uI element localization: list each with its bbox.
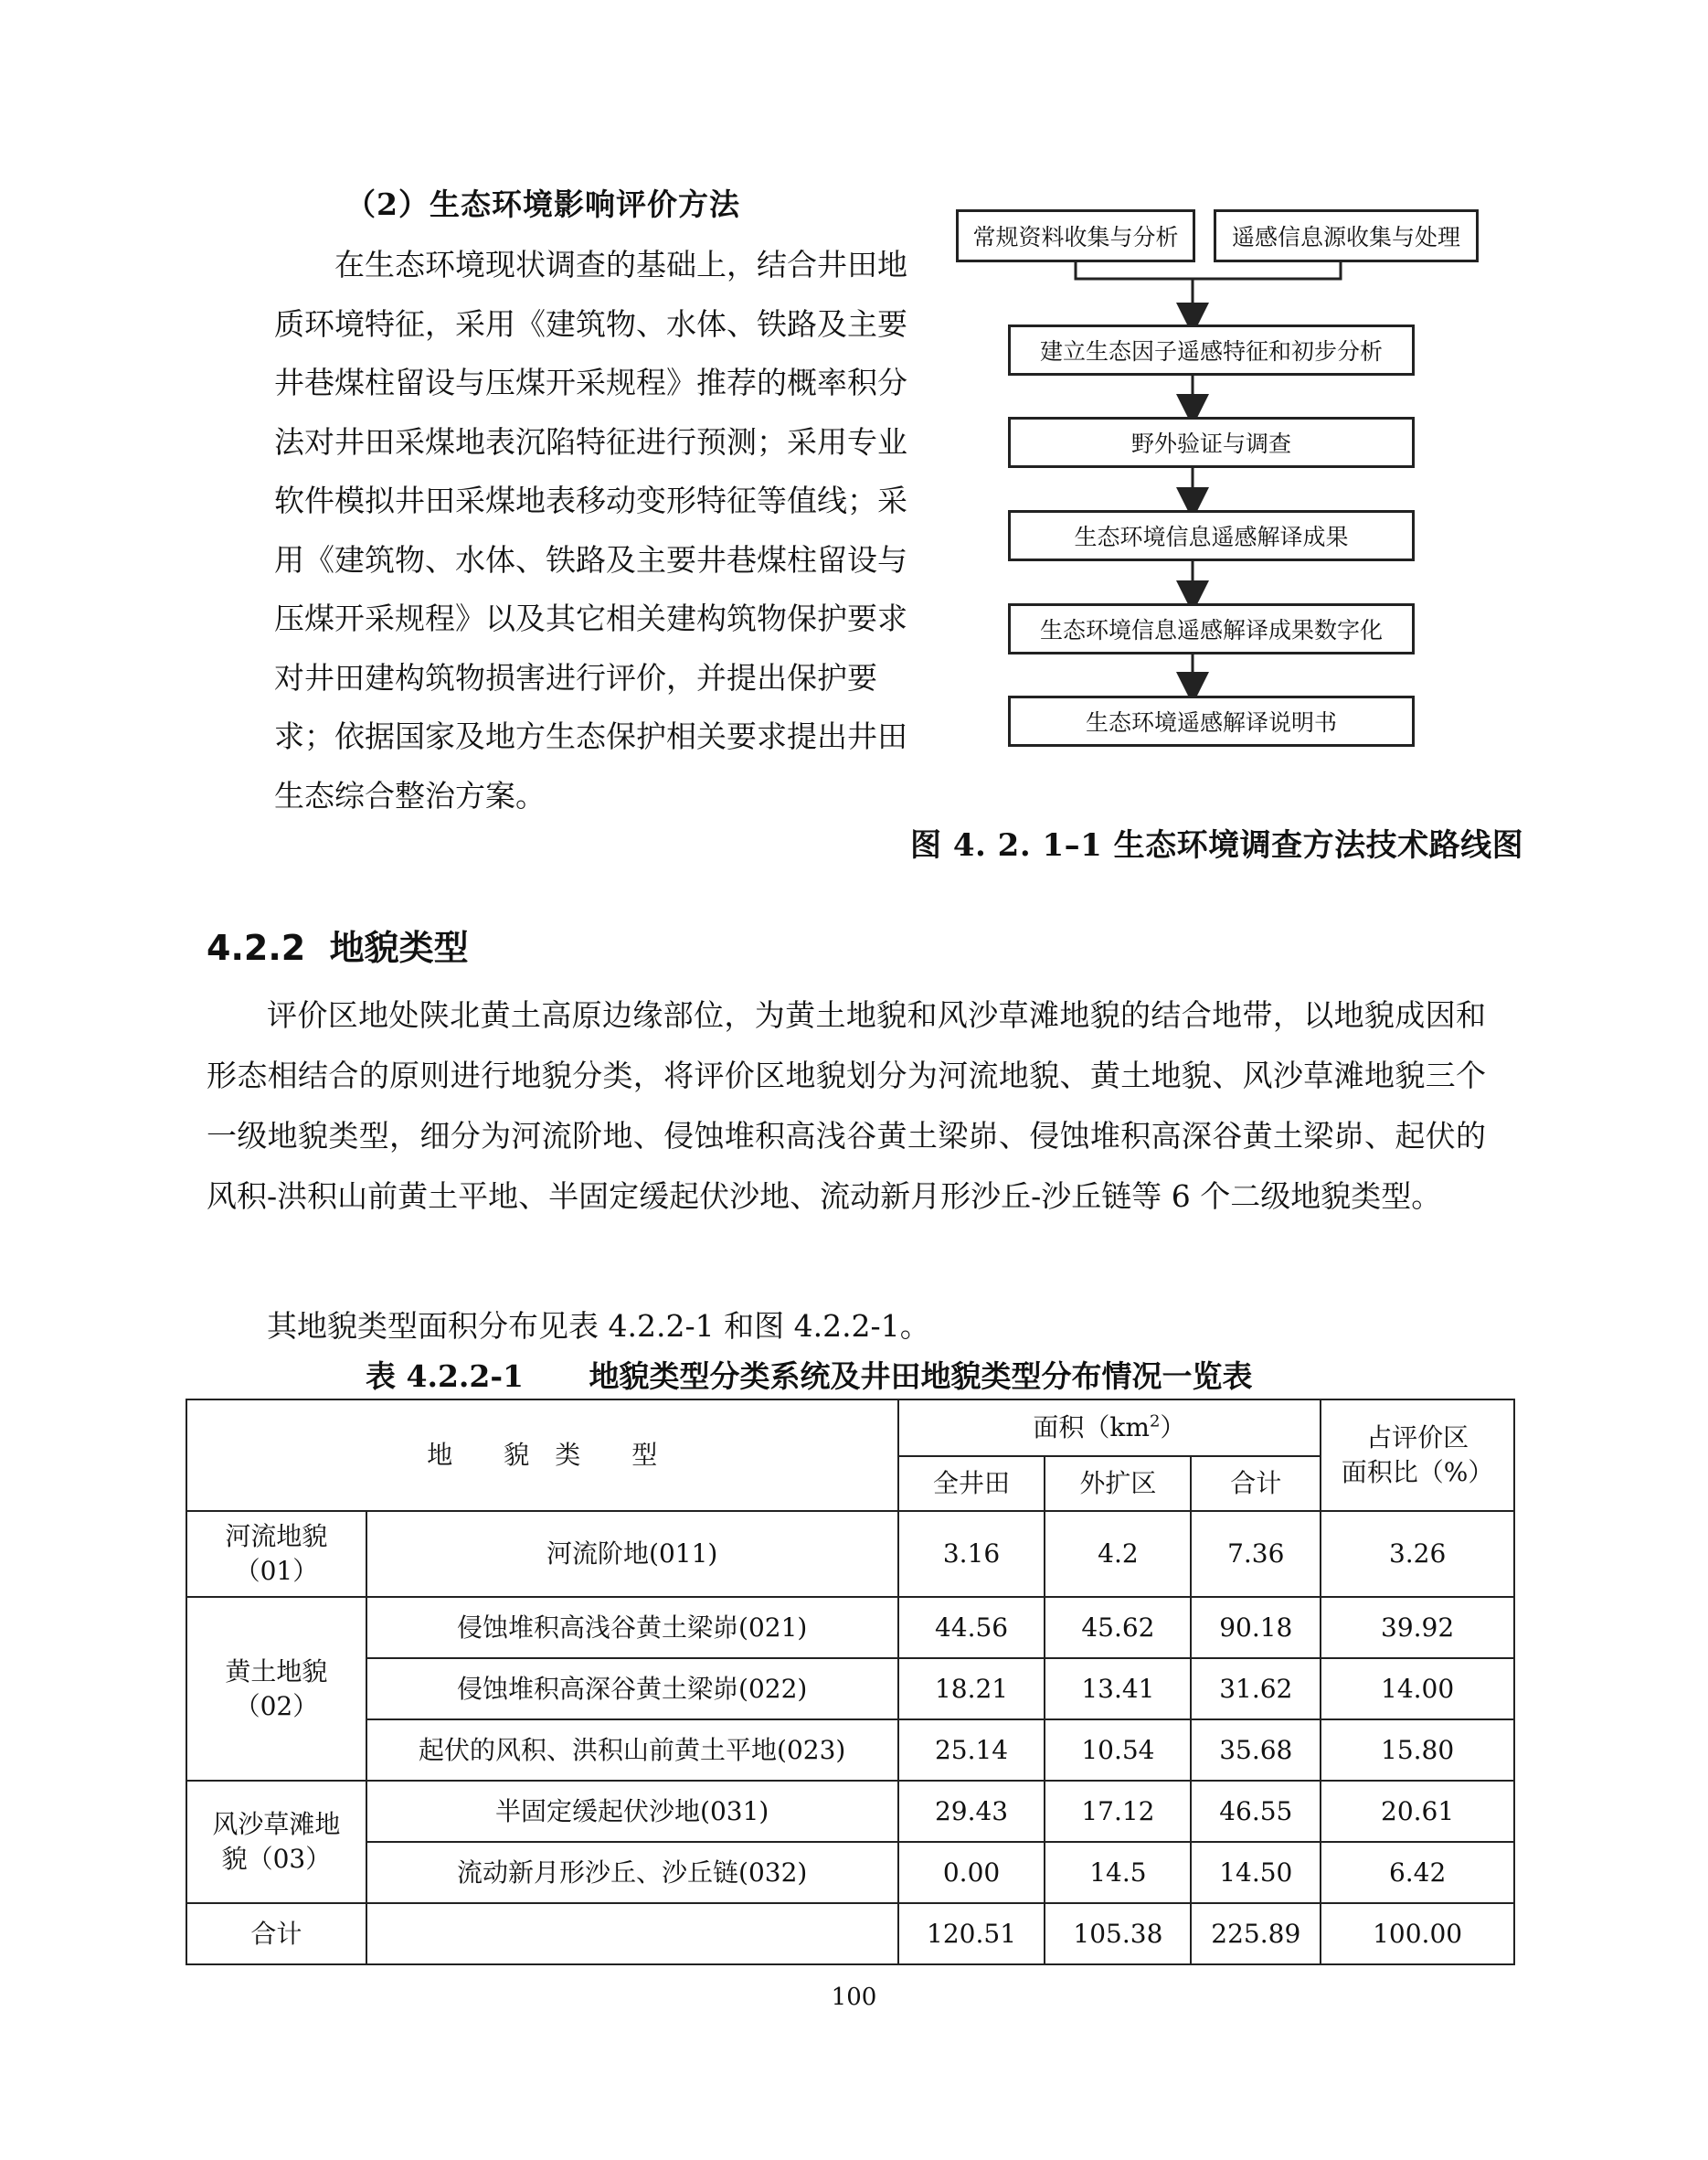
total-total: 225.89 xyxy=(1191,1903,1321,1964)
cell-mine: 3.16 xyxy=(898,1511,1045,1597)
cell-total: 31.62 xyxy=(1191,1658,1321,1719)
flow-box-step-4: 生态环境信息遥感解译成果数字化 xyxy=(1008,603,1415,654)
cell-ratio: 15.80 xyxy=(1321,1719,1514,1781)
landform-reference xyxy=(207,1296,1486,1357)
subheader-extension: 外扩区 xyxy=(1045,1456,1191,1511)
cell-extension: 4.2 xyxy=(1045,1511,1191,1597)
cell-ratio: 6.42 xyxy=(1321,1842,1514,1903)
section-heading xyxy=(207,920,469,970)
cell-total: 7.36 xyxy=(1191,1511,1321,1597)
total-type xyxy=(366,1903,898,1964)
table-total-row xyxy=(186,1903,1514,1964)
total-label: 合计 xyxy=(186,1903,366,1964)
cell-mine: 25.14 xyxy=(898,1719,1045,1781)
cell-type: 侵蚀堆积高浅谷黄土梁峁(021) xyxy=(366,1597,898,1658)
section-title: 地貌类型 xyxy=(329,928,469,968)
flow-box-step-2: 野外验证与调查 xyxy=(1008,417,1415,468)
cell-total: 46.55 xyxy=(1191,1781,1321,1842)
flow-box-step-3: 生态环境信息遥感解译成果 xyxy=(1008,510,1415,561)
flow-box-step-5: 生态环境遥感解译说明书 xyxy=(1008,696,1415,747)
flow-box-data-collection: 常规资料收集与分析 xyxy=(956,209,1195,262)
subheader-mine: 全井田 xyxy=(898,1456,1045,1511)
merge-line xyxy=(1076,262,1341,279)
landform-table xyxy=(186,1399,1515,1965)
table-row xyxy=(186,1719,1514,1781)
table-number: 表 4.2.2-1 xyxy=(366,1358,525,1394)
table-row xyxy=(186,1842,1514,1903)
flow-box-remote-sensing-source: 遥感信息源收集与处理 xyxy=(1214,209,1479,262)
table-title xyxy=(366,1353,1253,1396)
landform-paragraph-1: 评价区地处陕北黄土高原边缘部位，为黄土地貌和风沙草滩地貌的结合地带，以地貌成因和形态相结合的原则进行地貌分类，将评价区地貌划分为河流地貌、黄土地貌、风沙草滩地貌三个一级地貌类型，细分为河流阶地、侵蚀堆积高浅谷黄土梁峁、侵蚀堆积高深谷黄土梁峁、起伏的风积-洪积山前黄土平地、半固定缓起伏沙地、流动新月形沙丘-沙丘链等 6 个二级地貌类型。 xyxy=(207,997,1486,1214)
cell-extension: 10.54 xyxy=(1045,1719,1191,1781)
table-row xyxy=(186,1781,1514,1842)
flowchart xyxy=(950,206,1480,846)
table-row xyxy=(186,1658,1514,1719)
table-row xyxy=(186,1597,1514,1658)
header-area: 面积$(km^2)$ xyxy=(898,1399,1321,1456)
cell-mine: 29.43 xyxy=(898,1781,1045,1842)
group-fluvial: 河流地貌 （01） xyxy=(186,1511,366,1597)
flow-box-step-1: 建立生态因子遥感特征和初步分析 xyxy=(1008,325,1415,376)
cell-type: 半固定缓起伏沙地(031) xyxy=(366,1781,898,1842)
landform-intro xyxy=(207,985,1486,1227)
figure-caption: 图 4. 2. 1–1 生态环境调查方法技术路线图 xyxy=(910,827,1524,864)
cell-total: 90.18 xyxy=(1191,1597,1321,1658)
cell-type: 河流阶地(011) xyxy=(366,1511,898,1597)
cell-ratio: 39.92 xyxy=(1321,1597,1514,1658)
cell-total: 35.68 xyxy=(1191,1719,1321,1781)
table-row xyxy=(186,1511,1514,1597)
cell-extension: 13.41 xyxy=(1045,1658,1191,1719)
method-description xyxy=(274,236,918,825)
table-title-text: 地貌类型分类系统及井田地貌类型分布情况一览表 xyxy=(589,1358,1253,1394)
method-paragraph: 在生态环境现状调查的基础上，结合井田地质环境特征，采用《建筑物、水体、铁路及主要井巷煤柱留设与压煤开采规程》推荐的概率积分法对井田采煤地表沉陷特征进行预测；采用专业软件模拟井田采煤地表移动变形特征等值线；采用《建筑物、水体、铁路及主要井巷煤柱留设与压煤开采规程》以及其它相关建构筑物保护要求对井田建构筑物损害进行评价，并提出保护要求；依据国家及地方生态保护相关要求提出井田生态综合整治方案。 xyxy=(274,247,907,814)
cell-ratio: 14.00 xyxy=(1321,1658,1514,1719)
cell-extension: 17.12 xyxy=(1045,1781,1191,1842)
group-loess: 黄土地貌 （02） xyxy=(186,1597,366,1781)
cell-extension: 45.62 xyxy=(1045,1597,1191,1658)
cell-extension: 14.5 xyxy=(1045,1842,1191,1903)
cell-type: 起伏的风积、洪积山前黄土平地(023) xyxy=(366,1719,898,1781)
cell-mine: 44.56 xyxy=(898,1597,1045,1658)
group-sandy-grassland: 风沙草滩地 貌（03） xyxy=(186,1781,366,1903)
header-area-superscript: 2 xyxy=(1149,1411,1161,1431)
header-landform-type: 地 貌 类 型 xyxy=(186,1399,898,1511)
section-number: 4.2.2 xyxy=(207,928,306,968)
cell-ratio: 3.26 xyxy=(1321,1511,1514,1597)
cell-type: 侵蚀堆积高深谷黄土梁峁(022) xyxy=(366,1658,898,1719)
total-ratio: 100.00 xyxy=(1321,1903,1514,1964)
total-mine: 120.51 xyxy=(898,1903,1045,1964)
cell-mine: 0.00 xyxy=(898,1842,1045,1903)
cell-ratio: 20.61 xyxy=(1321,1781,1514,1842)
subsection-title: （2）生态环境影响评价方法 xyxy=(345,186,740,222)
header-ratio: 占评价区 面积比（%） xyxy=(1321,1399,1514,1511)
total-extension: 105.38 xyxy=(1045,1903,1191,1964)
subheader-total: 合计 xyxy=(1191,1456,1321,1511)
cell-total: 14.50 xyxy=(1191,1842,1321,1903)
cell-type: 流动新月形沙丘、沙丘链(032) xyxy=(366,1842,898,1903)
table-header-row xyxy=(186,1399,1514,1456)
landform-paragraph-2: 其地貌类型面积分布见表 4.2.2-1 和图 4.2.2-1。 xyxy=(267,1308,930,1344)
cell-mine: 18.21 xyxy=(898,1658,1045,1719)
page-number: 100 xyxy=(831,1984,877,2011)
